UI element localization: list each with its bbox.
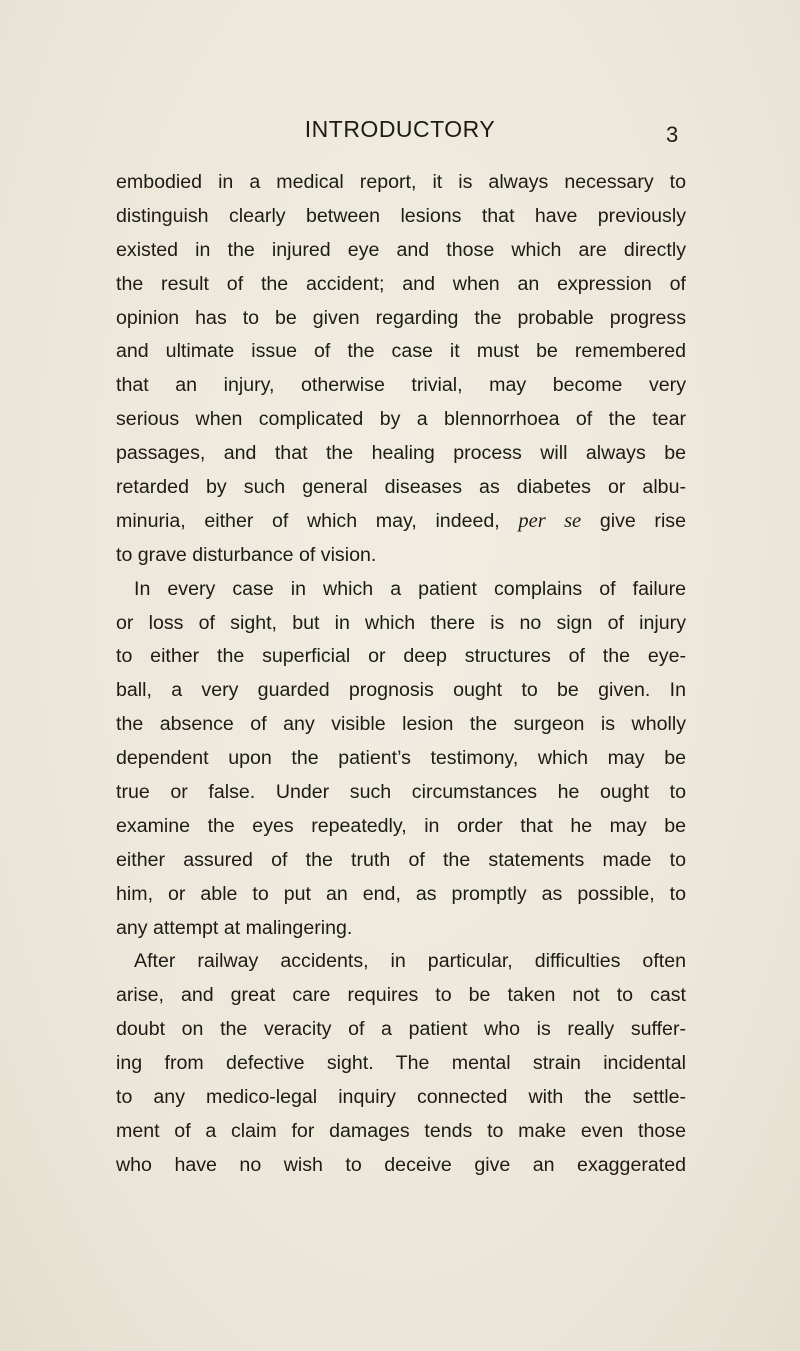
text-line: arise, and great care requires to be taken not to cast: [116, 984, 686, 1007]
running-head-title: INTRODUCTORY: [304, 116, 496, 142]
text-line: to either the superficial or deep structures of the eye-: [116, 645, 686, 668]
text-line-with-italic: [116, 505, 686, 539]
text-line: ing from defective sight. The mental strain incidental: [116, 1052, 686, 1075]
text-line: distinguish clearly between lesions that have previously: [116, 204, 686, 227]
text-line: passages, and that the healing process will always be: [116, 442, 686, 465]
paragraph-start-line: In every case in which a patient complains of failure: [134, 577, 686, 600]
text-line: who have no wish to deceive give an exaggerated: [116, 1153, 686, 1176]
italic-phrase: per se: [518, 509, 582, 532]
text-line: to any medico-legal inquiry connected with the settle-: [116, 1086, 686, 1109]
text-line: ball, a very guarded prognosis ought to be given. In: [116, 679, 686, 702]
page-number: 3: [666, 122, 679, 147]
text-line: embodied in a medical report, it is always necessary to: [116, 171, 686, 193]
text-line: either assured of the truth of the statements made to: [116, 848, 686, 871]
paragraph-end-line: to grave disturbance of vision.: [116, 543, 377, 566]
text-line: opinion has to be given regarding the probable progress: [116, 306, 686, 329]
text-line: examine the eyes repeatedly, in order that he may be: [116, 814, 686, 837]
text-line: and ultimate issue of the case it must be remembered: [116, 340, 686, 363]
text-segment: give rise: [581, 509, 686, 532]
text-line: the result of the accident; and when an expression of: [116, 272, 686, 295]
text-line: retarded by such general diseases as diabetes or albu-: [116, 476, 686, 499]
text-line: dependent upon the patient’s testimony, which may be: [116, 747, 686, 770]
text-line: the absence of any visible lesion the surgeon is wholly: [116, 713, 686, 736]
paragraph-end-line: any attempt at malingering.: [116, 916, 353, 939]
paragraph-start-line: After railway accidents, in particular, difficulties often: [134, 950, 686, 973]
body-text: [116, 166, 686, 1183]
text-line: existed in the injured eye and those which are directly: [116, 238, 686, 261]
text-line: ment of a claim for damages tends to make even those: [116, 1119, 686, 1142]
text-line: serious when complicated by a blennorrhoea of the tear: [116, 408, 686, 431]
running-head: [0, 116, 800, 148]
text-segment: minuria, either of which may, indeed,: [116, 509, 519, 532]
text-line: or loss of sight, but in which there is no sign of injury: [116, 611, 686, 634]
text-line: true or false. Under such circumstances he ought to: [116, 781, 686, 804]
text-line: that an injury, otherwise trivial, may become very: [116, 374, 686, 397]
text-line: doubt on the veracity of a patient who is really suffer-: [116, 1018, 686, 1041]
text-line: him, or able to put an end, as promptly as possible, to: [116, 882, 686, 905]
